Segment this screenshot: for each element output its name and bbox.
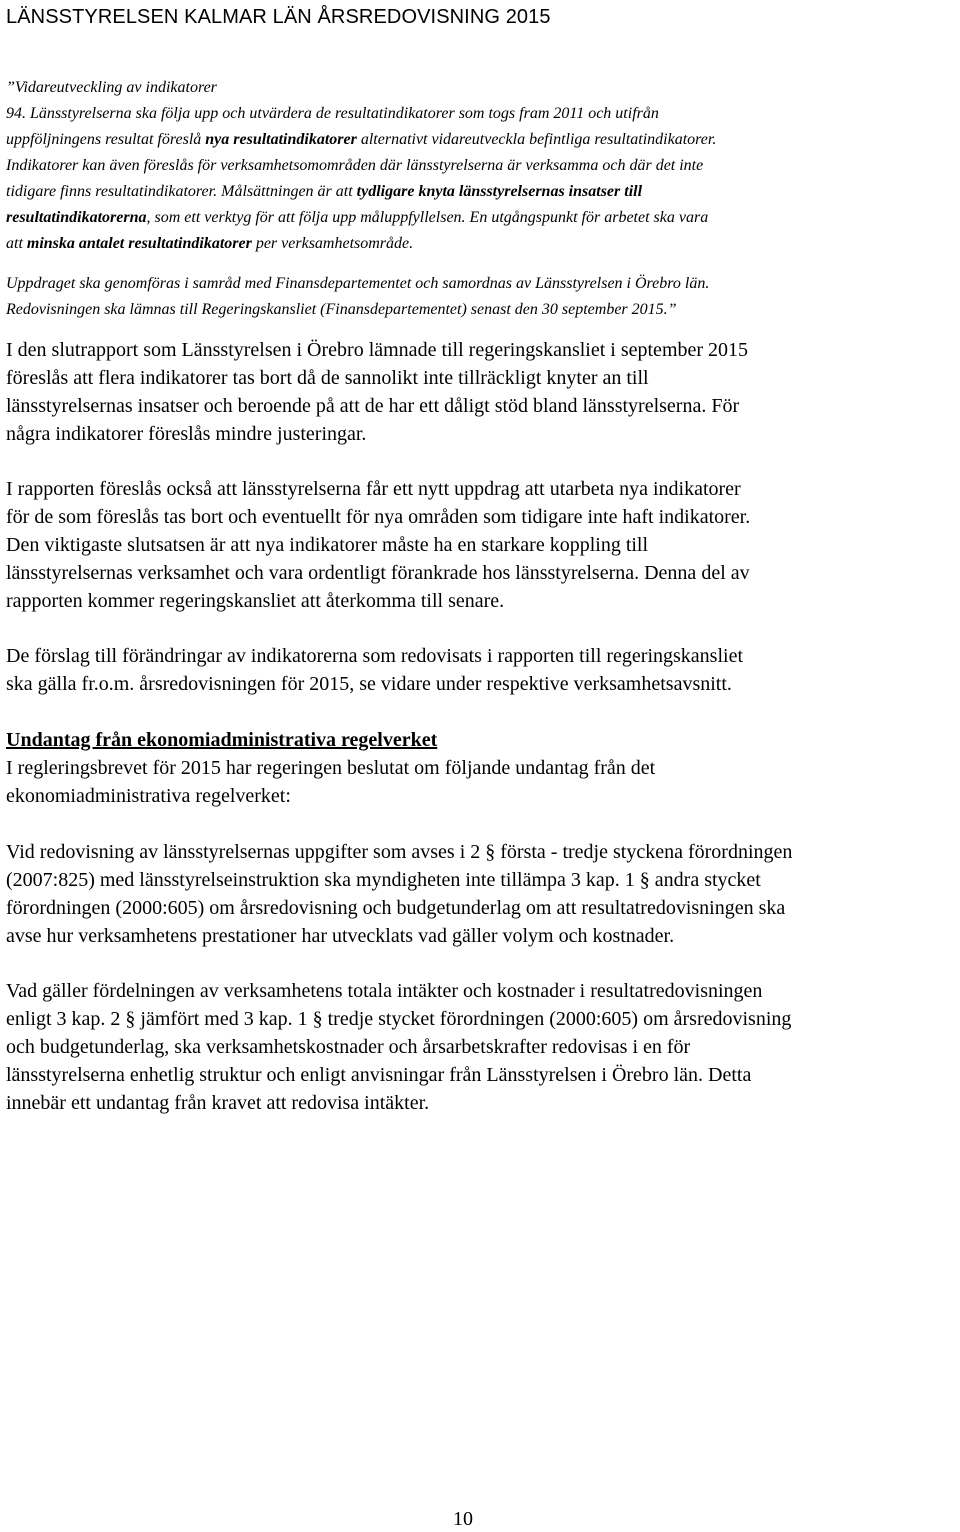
text-line: några indikatorer föreslås mindre justeringar. xyxy=(6,423,367,445)
text-line: (2007:825) med länsstyrelseinstruktion ska myndigheten inte tillämpa 3 kap. 1 § andra stycket xyxy=(6,869,761,891)
text-line: föreslås att flera indikatorer tas bort då de sannolikt inte tillräckligt knyter an till xyxy=(6,367,649,389)
text-line: I den slutrapport som Länsstyrelsen i Örebro lämnade till regeringskansliet i september 2015 xyxy=(6,339,749,361)
section-undantag xyxy=(6,726,958,810)
text-line: Den viktigaste slutsatsen är att nya indikatorer måste ha en starkare koppling till xyxy=(6,534,649,556)
text-line: länsstyrelserna enhetlig struktur och enligt anvisningar från Länsstyrelsen i Örebro län. Detta xyxy=(6,1064,752,1086)
quote-line: att minska antalet resultatindikatorer per verksamhetsområde. xyxy=(6,235,414,252)
quote-line: uppföljningens resultat föreslå nya resultatindikatorer alternativt vidareutveckla befintliga resultatindikatorer. xyxy=(6,131,717,148)
text-line: De förslag till förändringar av indikatorerna som redovisats i rapporten till regeringskansliet xyxy=(6,645,744,667)
quote-line: 94. Länsstyrelserna ska följa upp och utvärdera de resultatindikatorer som togs fram 2011 och utifrån xyxy=(6,105,659,122)
paragraph-redovisning xyxy=(6,838,958,950)
paragraph-slutrapport xyxy=(6,336,958,448)
text-line: I regleringsbrevet för 2015 har regeringen beslutat om följande undantag från det xyxy=(6,757,656,779)
text-line: rapporten kommer regeringskansliet att återkomma till senare. xyxy=(6,590,505,612)
paragraph-fordelning xyxy=(6,977,958,1117)
text-line: förordningen (2000:605) om årsredovisning och budgetunderlag om att resultatredovisningen ska xyxy=(6,897,786,919)
text-line: länsstyrelsernas insatser och beroende på att de har ett dåligt stöd bland länsstyrelserna. För xyxy=(6,395,740,417)
quoted-instruction xyxy=(6,75,954,323)
text-line: ekonomiadministrativa regelverket: xyxy=(6,785,291,807)
quote-line: tidigare finns resultatindikatorer. Målsättningen är att tydligare knyta länsstyrelsernas insatser till xyxy=(6,183,643,200)
text-line: innebär ett undantag från kravet att redovisa intäkter. xyxy=(6,1092,430,1114)
text-line: länsstyrelsernas verksamhet och vara ordentligt förankrade hos länsstyrelserna. Denna del av xyxy=(6,562,750,584)
page-number: 10 xyxy=(453,1508,473,1530)
quote-line: Indikatorer kan även föreslås för verksamhetsomområden där länsstyrelserna är verksamma och där det inte xyxy=(6,157,704,174)
text-line: ska gälla fr.o.m. årsredovisningen för 2015, se vidare under respektive verksamhetsavsnitt. xyxy=(6,673,732,695)
quote-title: ”Vidareutveckling av indikatorer xyxy=(6,79,217,96)
text-line: för de som föreslås tas bort och eventuellt för nya områden som tidigare inte haft indikatorer. xyxy=(6,506,751,528)
text-line: I rapporten föreslås också att länsstyrelserna får ett nytt uppdrag att utarbeta nya indikatorer xyxy=(6,478,741,500)
quote-line: Redovisningen ska lämnas till Regeringskansliet (Finansdepartementet) senast den 30 september 2015.” xyxy=(6,301,677,318)
quote-line: Uppdraget ska genomföras i samråd med Finansdepartementet och samordnas av Länsstyrelsen i Örebro län. xyxy=(6,275,710,292)
page-header: LÄNSSTYRELSEN KALMAR LÄN ÅRSREDOVISNING 2015 xyxy=(6,6,551,28)
text-line: avse hur verksamhetens prestationer har utvecklats vad gäller volym och kostnader. xyxy=(6,925,675,947)
text-line: Vad gäller fördelningen av verksamhetens totala intäkter och kostnader i resultatredovisningen xyxy=(6,980,763,1002)
text-line: Vid redovisning av länsstyrelsernas uppgifter som avses i 2 § första - tredje styckena förordningen xyxy=(6,841,793,863)
paragraph-rapporten xyxy=(6,475,958,615)
section-heading: Undantag från ekonomiadministrativa regelverket xyxy=(6,729,438,751)
text-line: och budgetunderlag, ska verksamhetskostnader och årsarbetskrafter redovisas i en för xyxy=(6,1036,691,1058)
paragraph-forslag xyxy=(6,642,958,698)
text-line: enligt 3 kap. 2 § jämfört med 3 kap. 1 § tredje stycket förordningen (2000:605) om årsredovisning xyxy=(6,1008,792,1030)
quote-line: resultatindikatorerna, som ett verktyg för att följa upp måluppfyllelsen. En utgångspunkt för arbetet ska vara xyxy=(6,209,709,226)
